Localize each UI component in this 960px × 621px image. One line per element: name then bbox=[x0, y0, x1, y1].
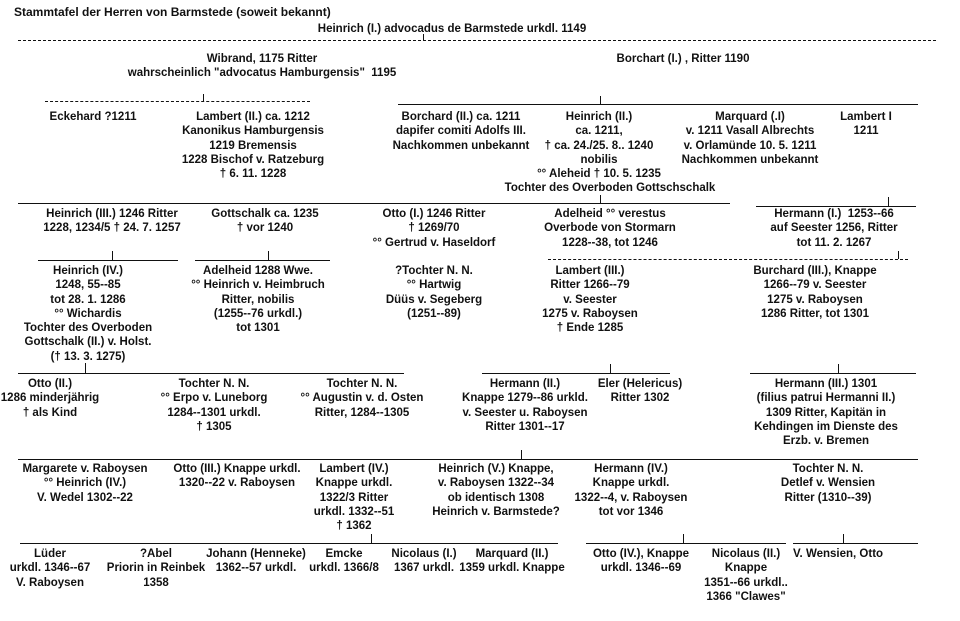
person-line: Ritter (1310--39) bbox=[784, 491, 872, 504]
person-line: °° Heinrich v. Heimbruch bbox=[191, 279, 325, 292]
person-line: † 1362 bbox=[336, 520, 372, 533]
person-line: Burchard (III.), Knappe bbox=[753, 265, 877, 277]
person-line: 1219 Bremensis bbox=[209, 139, 297, 152]
person-line: °° Hartwig bbox=[406, 279, 462, 292]
connector bbox=[843, 534, 844, 543]
person-line: Ritter, 1284--1305 bbox=[314, 406, 410, 419]
connector bbox=[371, 534, 372, 543]
person-borchart-1 bbox=[617, 52, 750, 66]
person-line: Borchard (II.) ca. 1211 bbox=[401, 111, 521, 123]
person-line: Lambert (III.) bbox=[555, 265, 625, 277]
person-line: °° Wichardis bbox=[54, 307, 122, 320]
generation-line bbox=[548, 259, 908, 260]
person-line: Düüs v. Segeberg bbox=[385, 293, 483, 306]
person-line: Wibrand, 1175 Ritter bbox=[206, 53, 318, 65]
person-line: v. Orlamünde 10. 5. 1211 bbox=[683, 139, 817, 152]
person-line: 1248, 55--85 bbox=[55, 279, 121, 292]
generation-line bbox=[18, 459, 918, 460]
person-line: 1211 bbox=[853, 125, 879, 138]
person-line: † vor 1240 bbox=[236, 222, 294, 235]
person-abel bbox=[107, 547, 205, 590]
connector bbox=[112, 251, 113, 260]
person-line: tot 28. 1. 1286 bbox=[50, 293, 126, 306]
person-tochter-1 bbox=[386, 264, 482, 321]
person-line: Knappe urkdl. bbox=[315, 477, 393, 490]
generation-line bbox=[586, 543, 786, 544]
person-hermann-3 bbox=[754, 377, 898, 448]
person-line: † 1305 bbox=[196, 420, 232, 433]
connector bbox=[683, 534, 684, 543]
person-line: Hermann (II.) bbox=[489, 378, 561, 390]
person-heinrich-5 bbox=[432, 462, 560, 519]
connector bbox=[898, 251, 899, 259]
person-line: Nicolaus (II.) bbox=[711, 548, 781, 560]
person-line: 1309 Ritter, Kapitän in bbox=[765, 406, 887, 419]
generation-line bbox=[18, 40, 936, 41]
person-line: 1322/3 Ritter bbox=[319, 491, 389, 504]
person-line: Marquard (.I) bbox=[715, 111, 785, 123]
person-line: Knappe urkdl. bbox=[592, 477, 670, 490]
person-tochter-3 bbox=[301, 377, 424, 420]
person-line: °° Augustin v. d. Osten bbox=[300, 392, 424, 405]
person-line: (1251--89) bbox=[407, 307, 461, 320]
person-line: Adelheid 1288 Wwe. bbox=[203, 265, 313, 277]
person-hermann-1 bbox=[770, 207, 897, 250]
person-line: tot vor 1346 bbox=[598, 505, 664, 518]
person-tochter-2 bbox=[161, 377, 268, 434]
person-line: wahrscheinlich "advocatus Hamburgensis" 1195 bbox=[127, 67, 397, 80]
person-line: 1286 Ritter, tot 1301 bbox=[760, 307, 870, 320]
generation-line bbox=[18, 203, 730, 204]
person-line: † Ende 1285 bbox=[556, 322, 624, 335]
person-heinrich-2 bbox=[537, 110, 661, 181]
person-line: Heinrich (IV.) bbox=[53, 265, 123, 277]
person-line: 1367 urkdl. bbox=[393, 562, 455, 575]
person-line: 1275 v. Raboysen bbox=[542, 307, 638, 320]
person-line: Tochter N. N. bbox=[326, 378, 398, 390]
person-line: urkdl. 1366/8 bbox=[309, 562, 379, 575]
person-line: Kehdingen im Dienste des bbox=[754, 420, 898, 433]
person-line: 1228, 1234/5 † 24. 7. 1257 bbox=[43, 222, 181, 235]
generation-line bbox=[20, 543, 558, 544]
generation-line bbox=[482, 373, 670, 374]
person-line: °° Erpo v. Luneborg bbox=[160, 392, 268, 405]
person-hermann-2 bbox=[462, 377, 588, 434]
person-adelheid-2 bbox=[191, 264, 325, 335]
connector bbox=[600, 96, 601, 104]
person-line: († 13. 3. 1275) bbox=[50, 350, 126, 363]
person-line: Tochter des Overboden bbox=[23, 322, 153, 335]
generation-line bbox=[750, 373, 916, 374]
person-line: † ca. 24./25. 8.. 1240 bbox=[544, 139, 654, 152]
person-line: 1351--66 urkdl.. bbox=[704, 576, 788, 589]
person-line: urkdl. 1332--51 bbox=[313, 505, 395, 518]
person-line: 1275 v. Raboysen bbox=[767, 293, 863, 306]
person-marquard-2 bbox=[459, 547, 564, 576]
connector bbox=[600, 195, 601, 203]
generation-line bbox=[195, 260, 330, 261]
person-line: 1322--4, v. Raboysen bbox=[574, 491, 688, 504]
person-line: Emcke bbox=[325, 548, 363, 560]
person-line: 1366 "Clawes" bbox=[706, 590, 786, 603]
person-line: Nachkommen unbekannt bbox=[681, 153, 819, 166]
person-line: urkdl. 1346--67 bbox=[9, 562, 91, 575]
person-line: Ritter, nobilis bbox=[221, 293, 295, 306]
person-line: ob identisch 1308 bbox=[447, 491, 545, 504]
generation-line bbox=[45, 101, 310, 102]
person-line: Tochter N. N. bbox=[792, 463, 864, 475]
person-line: † 6. 11. 1228 bbox=[219, 168, 287, 181]
person-line: Otto (IV.), Knappe bbox=[592, 548, 690, 560]
generation-line bbox=[793, 543, 918, 544]
person-line: nobilis bbox=[580, 153, 618, 166]
person-line: Knappe bbox=[724, 562, 768, 575]
person-line: † 1269/70 bbox=[408, 222, 460, 235]
person-line: † als Kind bbox=[22, 406, 78, 419]
person-gottschalk bbox=[211, 207, 318, 236]
person-line: °° Gertrud v. Haseldorf bbox=[372, 236, 496, 249]
generation-line bbox=[38, 260, 178, 261]
person-line: Lüder bbox=[34, 548, 66, 560]
person-line: Heinrich (III.) 1246 Ritter bbox=[46, 208, 178, 220]
person-wibrand bbox=[128, 52, 396, 81]
person-line: 1362--57 urkdl. bbox=[215, 562, 297, 575]
root-person: Heinrich (I.) advocadus de Barmstede urkdl. 1149 bbox=[317, 23, 587, 35]
person-line: tot 1301 bbox=[236, 322, 280, 335]
person-eler bbox=[598, 377, 682, 406]
person-line: Lambert I bbox=[840, 111, 892, 123]
person-line: 1228 Bischof v. Ratzeburg bbox=[181, 153, 325, 166]
person-line: Gottschalk (II.) v. Holst. bbox=[24, 336, 152, 349]
heinrich-2-note bbox=[505, 181, 716, 195]
person-lambert-1 bbox=[840, 110, 892, 139]
person-line: urkdl. 1346--69 bbox=[600, 562, 682, 575]
person-line: Marquard (II.) bbox=[475, 548, 549, 560]
person-nicolaus-1 bbox=[391, 547, 456, 576]
person-line: v. Raboysen 1322--34 bbox=[437, 477, 555, 490]
person-line: Tochter N. N. bbox=[178, 378, 250, 390]
person-line: Otto (III.) Knappe urkdl. bbox=[173, 463, 301, 475]
person-line: Otto (I.) 1246 Ritter bbox=[382, 208, 486, 220]
connector bbox=[838, 364, 839, 373]
person-line: (1255--76 urkdl.) bbox=[213, 307, 303, 320]
person-heinrich-3 bbox=[43, 207, 180, 236]
person-heinrich-4 bbox=[24, 264, 152, 364]
person-emcke bbox=[309, 547, 379, 576]
person-line: Priorin in Reinbek bbox=[106, 562, 206, 575]
person-line: 1359 urkdl. Knappe bbox=[459, 562, 565, 575]
person-line: Ritter 1266--79 bbox=[550, 279, 630, 292]
person-hermann-4 bbox=[575, 462, 688, 519]
person-line: 1266--79 v. Seester bbox=[763, 279, 867, 292]
person-line: 1358 bbox=[143, 576, 169, 589]
person-line: Eckehard ?1211 bbox=[49, 111, 137, 123]
generation-line bbox=[18, 373, 404, 374]
person-line: Overbode von Stormarn bbox=[544, 222, 676, 235]
tree-title: Stammtafel der Herren von Barmstede (soweit bekannt) bbox=[14, 5, 331, 19]
person-burchard-3 bbox=[753, 264, 876, 321]
person-line: dapifer comiti Adolfs III. bbox=[396, 125, 526, 138]
person-line: Otto (II.) bbox=[27, 378, 73, 390]
person-margarete bbox=[22, 462, 147, 505]
person-line: °° Heinrich (IV.) bbox=[43, 477, 127, 490]
person-line: Heinrich v. Barmstede? bbox=[432, 505, 560, 518]
connector bbox=[610, 364, 611, 373]
person-line: Lambert (IV.) bbox=[319, 463, 389, 475]
person-lambert-3 bbox=[542, 264, 638, 335]
person-line: V. Wensien, Otto bbox=[792, 548, 884, 560]
person-line: (filius patrui Hermanni II.) bbox=[756, 392, 896, 405]
person-line: Ritter 1302 bbox=[610, 392, 670, 405]
person-tochter-4 bbox=[781, 462, 875, 505]
person-line: ca. 1211, bbox=[575, 125, 623, 138]
person-marquard-1 bbox=[682, 110, 819, 167]
person-line: Hermann (III.) 1301 bbox=[774, 378, 878, 390]
person-otto-4 bbox=[593, 547, 689, 576]
person-line: Hermann (I.) 1253--66 bbox=[774, 208, 894, 220]
person-adelheid-1 bbox=[544, 207, 676, 250]
person-line: °° Aleheid † 10. 5. 1235 bbox=[537, 168, 661, 181]
person-line: ?Abel bbox=[140, 548, 172, 560]
person-line: 1286 minderjährig bbox=[0, 392, 100, 405]
person-line: Knappe 1279--86 urkld. bbox=[462, 392, 588, 405]
person-line: Erzb. v. Bremen bbox=[782, 435, 870, 448]
person-line: auf Seester 1256, Ritter bbox=[770, 222, 898, 235]
person-line: ?Tochter N. N. bbox=[395, 265, 473, 277]
person-borchard-2 bbox=[393, 110, 530, 153]
person-line: Nachkommen unbekannt bbox=[392, 139, 530, 152]
person-line: v. Seester bbox=[563, 293, 617, 306]
person-line: 1320--22 v. Raboysen bbox=[178, 477, 296, 490]
connector bbox=[521, 450, 522, 459]
person-line: Ritter 1301--17 bbox=[485, 420, 565, 433]
person-line: V. Wedel 1302--22 bbox=[37, 491, 133, 504]
person-line: Margarete v. Raboysen bbox=[22, 463, 148, 475]
person-line: V. Raboysen bbox=[16, 576, 84, 589]
person-lambert-4 bbox=[314, 462, 395, 533]
person-line: Borchart (I.) , Ritter 1190 bbox=[616, 53, 750, 65]
person-otto-3 bbox=[173, 462, 300, 491]
person-otto-2 bbox=[1, 377, 99, 420]
person-line: Eler (Helericus) bbox=[597, 378, 683, 390]
person-nicolaus-2 bbox=[704, 547, 788, 604]
person-line: Lambert (II.) ca. 1212 bbox=[196, 111, 310, 123]
person-line: 1284--1301 urkdl. bbox=[167, 406, 261, 419]
person-line: Heinrich (V.) Knappe, bbox=[438, 463, 554, 475]
person-line: Kanonikus Hamburgensis bbox=[182, 125, 324, 138]
person-lambert-2 bbox=[182, 110, 324, 181]
person-lueder bbox=[10, 547, 91, 590]
person-line: tot 11. 2. 1267 bbox=[796, 236, 872, 249]
person-line: Heinrich (II.) bbox=[565, 111, 633, 123]
person-eckehard bbox=[50, 110, 137, 124]
connector bbox=[268, 251, 269, 260]
connector bbox=[423, 34, 424, 41]
person-line: 1228--38, tot 1246 bbox=[562, 236, 658, 249]
person-otto-1 bbox=[373, 207, 496, 250]
person-wensien-otto bbox=[793, 547, 883, 561]
person-line: Detlef v. Wensien bbox=[780, 477, 876, 490]
person-line: Johann (Henneke) bbox=[206, 548, 306, 560]
person-line: v. Seester u. Raboysen bbox=[462, 406, 588, 419]
person-line: Hermann (IV.) bbox=[594, 463, 668, 475]
person-johann bbox=[206, 547, 306, 576]
generation-line bbox=[398, 104, 918, 105]
person-line: Tochter des Overboden Gottschschalk bbox=[504, 182, 716, 194]
person-line: Nicolaus (I.) bbox=[391, 548, 457, 560]
person-line: Gottschalk ca. 1235 bbox=[211, 208, 319, 220]
person-line: Adelheid °° verestus bbox=[554, 208, 666, 220]
connector bbox=[85, 363, 86, 373]
connector bbox=[888, 197, 889, 206]
connector bbox=[203, 94, 204, 101]
person-line: v. 1211 Vasall Albrechts bbox=[685, 125, 815, 138]
